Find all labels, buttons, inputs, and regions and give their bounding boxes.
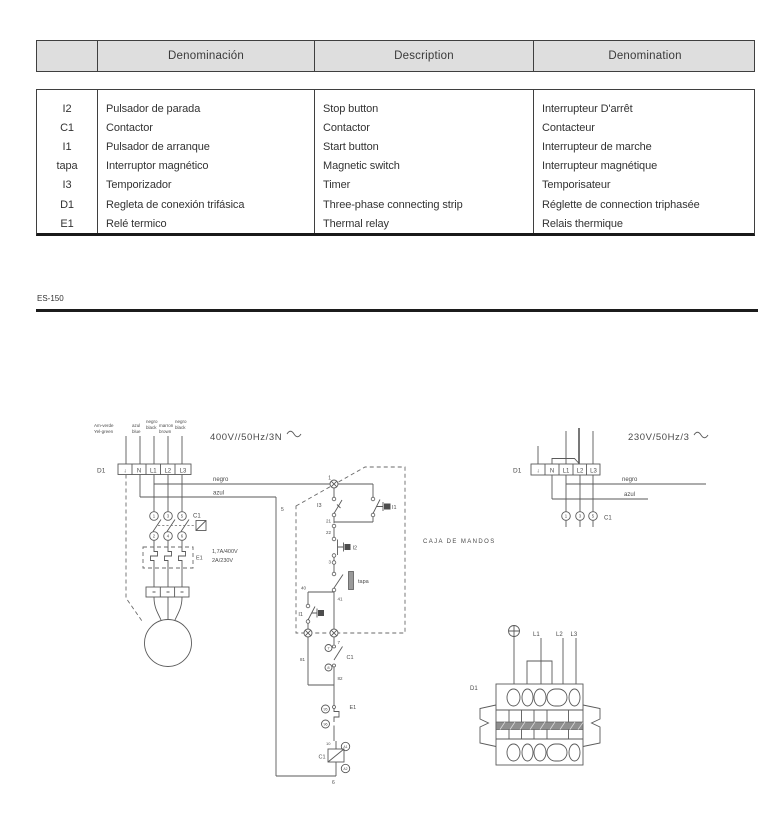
wire-color-label: black — [175, 425, 186, 430]
wire-number: 41 — [337, 596, 343, 602]
svg-text:3: 3 — [166, 513, 170, 519]
wire-number: 21 — [325, 518, 331, 524]
header-cell-denominacion: Denominación — [98, 41, 315, 71]
wire-number: 6 — [332, 780, 335, 786]
header-cell-description: Description — [315, 41, 534, 71]
wire-color-label: marron — [159, 423, 174, 428]
magnet-bar — [349, 572, 354, 590]
sine-wave-icon — [287, 431, 301, 437]
strip-l1-label: L1 — [533, 632, 540, 638]
row-fr: Interrupteur magnétique — [542, 160, 658, 173]
wire-color-label: Yel-green — [94, 429, 114, 434]
svg-text:6: 6 — [180, 533, 184, 539]
row-en: Start button — [315, 137, 534, 156]
wire-color-label: black — [146, 425, 157, 430]
svg-text:3: 3 — [578, 513, 582, 519]
wire-number: 22 — [325, 530, 331, 535]
azul-wire-label: azul — [213, 490, 225, 497]
start-button-i1-aux — [298, 604, 324, 623]
header-cell-denomination: Denomination — [608, 50, 682, 62]
motor-terminal-strip — [146, 587, 189, 597]
wire-color-label: blue — [132, 429, 141, 434]
terminal-l3: L3 — [179, 468, 187, 475]
contactor-coil-c1 — [318, 741, 349, 773]
row-en: Thermal relay — [315, 214, 534, 233]
row-es: Interruptor magnético — [98, 157, 315, 176]
svg-text:I1: I1 — [298, 612, 303, 618]
thermal-relay — [143, 547, 238, 568]
contactor-label: C1 — [604, 515, 612, 522]
contactor-main-contacts — [150, 512, 206, 541]
relay-label: E1 — [196, 555, 203, 562]
wire-number: 81 — [299, 657, 305, 662]
svg-text:C1: C1 — [346, 655, 354, 661]
thermal-relay-contact-e1 — [322, 705, 357, 728]
svg-text:I3: I3 — [317, 503, 322, 509]
row-es: Relé termico — [98, 214, 315, 233]
wire-number: 82 — [337, 676, 343, 681]
right-power-circuit — [513, 428, 708, 527]
strip-l3-label: L3 — [570, 632, 578, 638]
mounting-wing-right — [583, 705, 600, 747]
row-es: Pulsador de arranque — [98, 137, 315, 156]
row-code: I1 — [37, 137, 98, 156]
svg-text:A1: A1 — [343, 744, 348, 749]
sine-wave-icon — [694, 432, 708, 438]
wire-number: 40 — [300, 585, 306, 591]
wire-color-label: Am-verde — [94, 423, 114, 428]
wire-color-label: brown — [159, 429, 172, 434]
row-en: Magnetic switch — [315, 157, 534, 176]
svg-text:4: 4 — [166, 533, 170, 539]
terminal-block-label: D1 — [97, 467, 106, 475]
svg-text:5: 5 — [591, 513, 595, 519]
wire-number: 5 — [281, 507, 284, 513]
relay-rating: 2A/230V — [212, 558, 234, 564]
svg-text:I1: I1 — [392, 505, 397, 511]
svg-text:C1: C1 — [318, 754, 326, 761]
svg-text:1: 1 — [564, 513, 568, 519]
svg-text:5: 5 — [180, 513, 184, 519]
svg-text:7: 7 — [327, 645, 330, 651]
row-code: I2 — [37, 99, 98, 118]
contactor-label: C1 — [193, 513, 201, 520]
svg-text:I2: I2 — [352, 545, 358, 552]
terminal-n: N — [549, 468, 555, 475]
wire-number: 3 — [328, 559, 331, 565]
strip-jumper — [527, 661, 552, 684]
row-code: D1 — [37, 195, 98, 214]
svg-text:8: 8 — [327, 664, 330, 670]
row-fr: Interrupteur D'arrêt — [542, 102, 633, 115]
supply-voltage-right: 230V/50Hz/3 — [628, 432, 690, 443]
control-circuit — [296, 467, 496, 776]
row-fr: Réglette de connection triphasée — [542, 198, 700, 211]
negro-wire-label: negro — [622, 477, 638, 483]
wire-number: 1 — [328, 475, 331, 482]
row-en: Contactor — [315, 118, 534, 137]
svg-text:2: 2 — [152, 533, 156, 539]
terminal-l1: L1 — [149, 468, 157, 475]
svg-text:A2: A2 — [343, 766, 348, 771]
start-button-i1 — [371, 497, 396, 517]
relay-rating: 1,7A/400V — [212, 549, 238, 555]
earth-screw-icon — [509, 626, 520, 637]
row-fr: Contacteur — [542, 121, 595, 134]
terminal-n: N — [136, 468, 142, 475]
wire-color-label: azul — [132, 423, 141, 428]
row-fr: Relais thermique — [542, 217, 623, 230]
wire-color-label: negro — [146, 419, 158, 424]
svg-text:10: 10 — [326, 741, 331, 746]
negro-wire-label: negro — [213, 477, 229, 483]
boundary-terminal — [304, 629, 312, 637]
row-es: Contactor — [98, 118, 315, 137]
connecting-strip-detail — [470, 626, 600, 766]
model-code-label: ES-150 — [37, 294, 64, 303]
left-power-circuit — [94, 419, 336, 786]
bus-bar — [496, 722, 583, 730]
row-fr: Temporisateur — [542, 179, 611, 192]
boundary-terminal — [330, 629, 338, 637]
row-code: E1 — [37, 214, 98, 233]
terminal-block-label: D1 — [513, 467, 522, 475]
terminal-l2: L2 — [164, 468, 172, 475]
earth-terminal: ↓ — [123, 468, 127, 475]
svg-text:tapa: tapa — [358, 579, 369, 585]
azul-wire-label: azul — [624, 492, 636, 498]
svg-text:E1: E1 — [349, 705, 357, 711]
row-code: I3 — [37, 176, 98, 195]
control-box-label: CAJA DE MANDOS — [423, 539, 496, 545]
row-code: C1 — [37, 118, 98, 137]
terminal-l1: L1 — [562, 468, 570, 475]
svg-text:96: 96 — [323, 722, 328, 727]
row-fr: Interrupteur de marche — [542, 140, 652, 153]
row-code: tapa — [37, 157, 98, 176]
terminal-l3: L3 — [590, 468, 597, 475]
row-es: Pulsador de parada — [98, 99, 315, 118]
boundary-terminal — [330, 480, 338, 488]
strip-label: D1 — [470, 686, 478, 692]
row-en: Timer — [315, 176, 534, 195]
strip-l2-label: L2 — [556, 632, 563, 638]
contactor-terminals — [562, 512, 598, 521]
supply-voltage-left: 400V//50Hz/3N — [210, 432, 283, 443]
row-es: Temporizador — [98, 176, 315, 195]
terminal-l2: L2 — [576, 468, 584, 475]
timer-contact-i3 — [317, 497, 342, 517]
row-en: Stop button — [315, 99, 534, 118]
svg-text:1: 1 — [152, 513, 156, 519]
wire-number: 7 — [337, 640, 341, 645]
svg-text:95: 95 — [323, 707, 328, 712]
magnetic-switch-tapa — [332, 572, 369, 592]
wire-color-label: negro — [175, 419, 187, 424]
holding-contact-c1 — [325, 645, 354, 672]
mounting-wing-left — [480, 705, 496, 747]
earth-terminal: ↓ — [536, 468, 540, 475]
motor — [145, 620, 192, 667]
row-es: Regleta de conexión trifásica — [98, 195, 315, 214]
stop-button-i2 — [332, 537, 357, 557]
row-en: Three-phase connecting strip — [315, 195, 534, 214]
